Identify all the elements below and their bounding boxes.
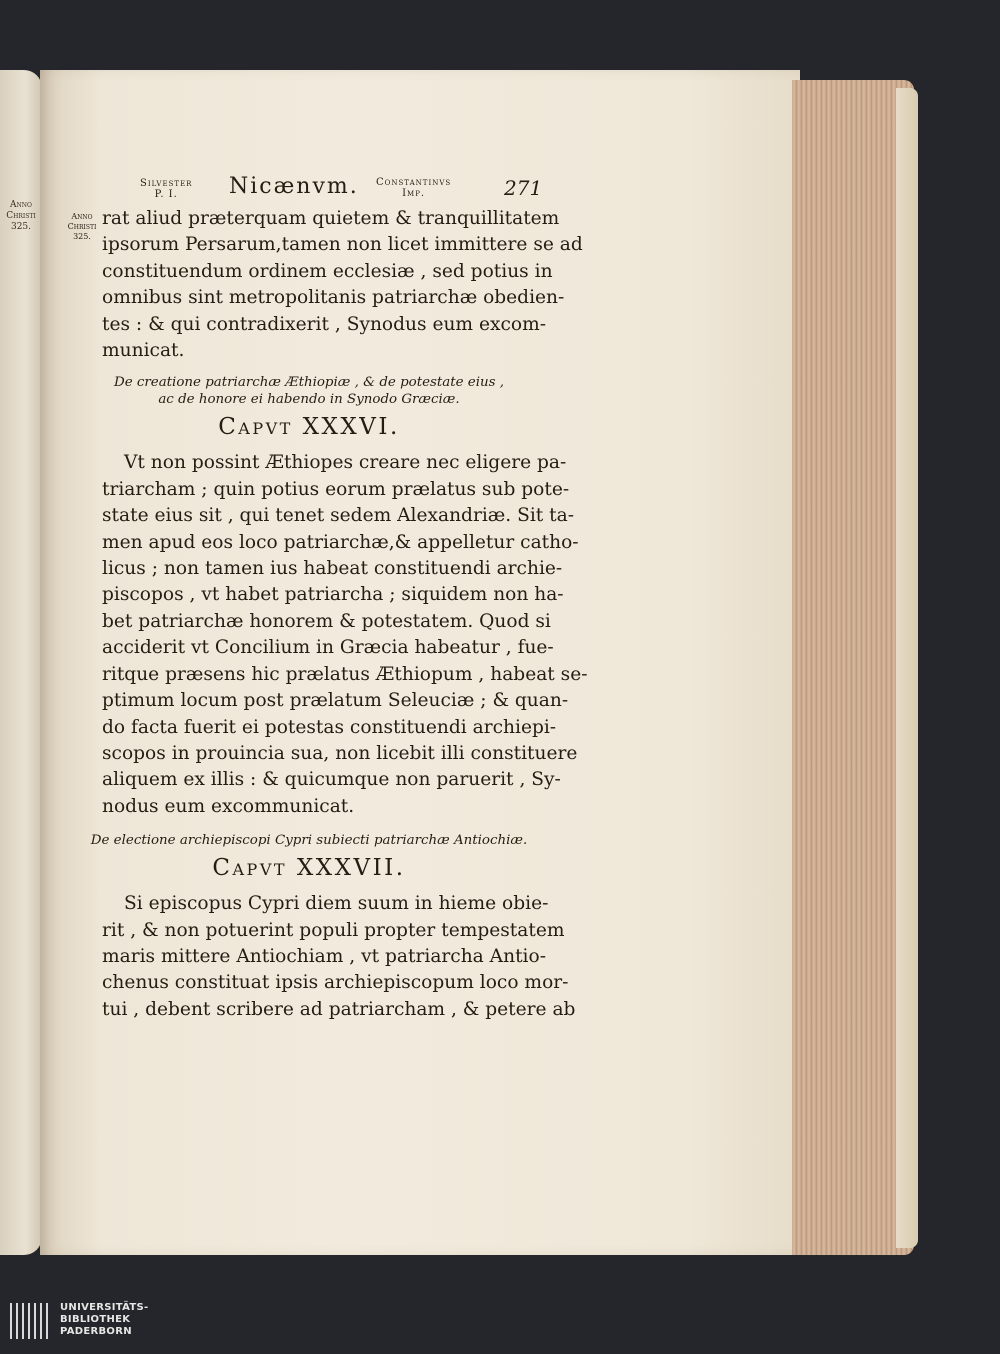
text-line: piscopos , vt habet patriarcha ; siquidem non ha- <box>102 584 564 606</box>
text-line: aliquem ex illis : & quicumque non paruerit , Sy- <box>102 769 561 791</box>
book-board <box>896 88 918 1248</box>
text-line: state eius sit , qui tenet sedem Alexandriæ. Sit ta- <box>102 505 574 527</box>
text-line: rit , & non potuerint populi propter tempestatem <box>102 919 565 941</box>
text-line: omnibus sint metropolitanis patriarchæ obedien- <box>102 287 565 309</box>
text-line: chenus constituat ipsis archiepiscopum loco mor- <box>102 972 569 994</box>
text-line: constituendum ordinem ecclesiæ , sed potius in <box>102 260 553 282</box>
text-line: tui , debent scribere ad patriarcham , & petere ab <box>102 998 576 1020</box>
page-number: 271 <box>504 176 543 200</box>
text-line: maris mittere Antiochiam , vt patriarcha Antio- <box>102 945 546 967</box>
logo-line: UNIVERSITÄTS- <box>60 1302 149 1313</box>
text-line: men apud eos loco patriarchæ,& appelletur catho- <box>102 531 579 553</box>
text-line: Si episcopus Cypri diem suum in hieme obie- <box>124 893 549 915</box>
text-line: ptimum locum post prælatum Seleuciæ ; & quan- <box>102 690 569 712</box>
text-line: ritque præsens hic prælatus Æthiopum , habeat se- <box>102 663 588 685</box>
logo-bars-icon <box>10 1303 52 1339</box>
chapter-paragraph <box>84 891 576 1023</box>
chapter-heading: Capvt XXXVI. <box>218 414 400 441</box>
rubric-line: De electione archiepiscopi Cypri subiecti patriarchæ Antiochiæ. <box>90 833 528 849</box>
margin-note: Anno Christi 325. <box>67 212 97 241</box>
rubric-line: ac de honore ei habendo in Synodo Græciæ. <box>158 392 460 408</box>
chapter-rubric <box>84 374 534 408</box>
text-line: scopos in prouincia sua, non licebit illi constituere <box>102 742 578 764</box>
text-block <box>67 172 588 1023</box>
running-head-title: Nicænvm. <box>229 174 359 199</box>
paragraph-continued <box>84 206 583 364</box>
library-logo <box>10 1300 210 1340</box>
logo-line: PADERBORN <box>60 1326 132 1337</box>
text-line: bet patriarchæ honorem & potestatem. Quod si <box>102 610 551 632</box>
left-margin-note: Anno Christi 325. <box>6 200 36 232</box>
text-line: tes : & qui contradixerit , Synodus eum excom- <box>102 313 546 335</box>
text-line: rat aliud præterquam quietem & tranquillitatem <box>102 208 560 229</box>
text-line: acciderit vt Concilium in Græcia habeatur , fue- <box>102 637 554 659</box>
left-page-fragment <box>0 70 42 1255</box>
rubric-line: De creatione patriarchæ Æthiopiæ , & de potestate eius , <box>113 375 505 391</box>
chapter-rubric <box>84 832 534 849</box>
text-line: ipsorum Persarum,tamen non licet immittere se ad <box>102 234 583 256</box>
logo-text <box>60 1302 149 1338</box>
text-line: triarcham ; quin potius eorum prælatus sub pote- <box>102 478 570 500</box>
logo-line: BIBLIOTHEK <box>60 1314 131 1325</box>
text-line: nodus eum excommunicat. <box>102 795 355 817</box>
chapter-heading: Capvt XXXVII. <box>212 855 406 882</box>
text-line: licus ; non tamen ius habeat constituendi archie- <box>102 558 563 580</box>
chapter-paragraph <box>84 450 588 820</box>
text-line: Vt non possint Æthiopes creare nec eligere pa- <box>124 452 567 474</box>
text-line: municat. <box>102 340 185 362</box>
text-line: do facta fuerit ei potestas constituendi archiepi- <box>102 716 557 738</box>
running-head-right: Constantinvs Imp. <box>376 177 452 199</box>
running-head-left: Silvester P. I. <box>140 178 193 200</box>
